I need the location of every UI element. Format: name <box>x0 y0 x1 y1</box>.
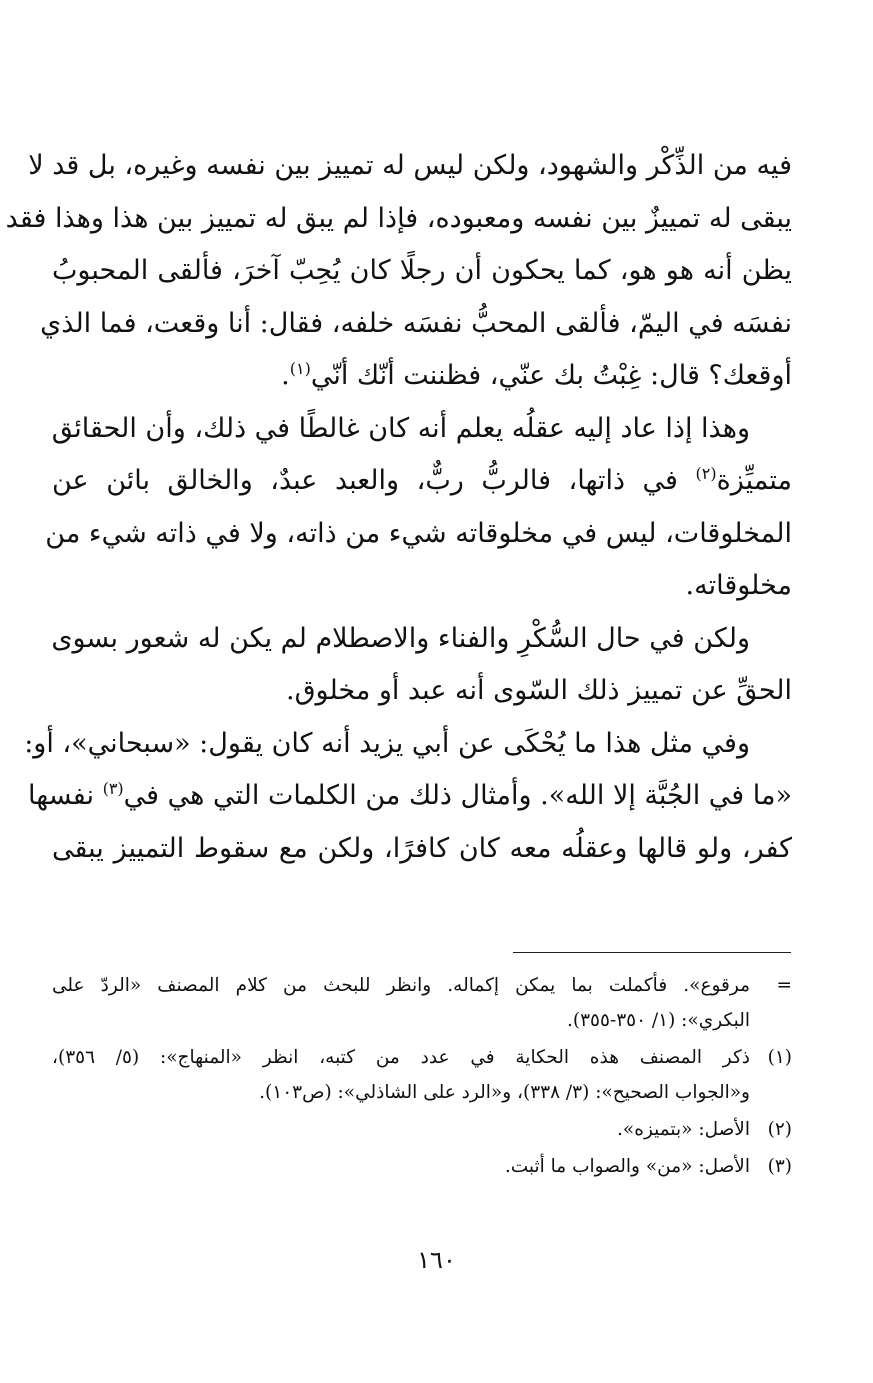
text-line-content: متميِّزة <box>716 465 792 496</box>
footnote-body <box>52 1149 750 1184</box>
page-number: ١٦٠ <box>417 1246 456 1274</box>
footnote-line: البكري»: (١/ ٣٥٠-٣٥٥). <box>567 1010 750 1031</box>
footnote-ref-2: (٢) <box>695 464 717 483</box>
footnote-continuation-marker: = <box>776 975 792 996</box>
paragraph-3 <box>52 613 792 718</box>
footnote-ref-3: (٣) <box>102 779 124 798</box>
footnote-body <box>52 968 750 1038</box>
text-line: يبقى له تمييزٌ بين نفسه ومعبوده، فإذا لم يبق له تمييز بين هذا وهذا فقد <box>5 202 792 234</box>
footnotes <box>52 968 792 1186</box>
text-line-content: «ما في الجُبَّة إلا الله». وأمثال ذلك من الكلمات التي هي في <box>123 780 792 811</box>
text-line: نفسَه في اليمّ، فألقى المحبُّ نفسَه خلفه، فقال: أنا وقعت، فما الذي <box>40 307 792 339</box>
page-body <box>5 140 792 875</box>
footnote-1 <box>52 1040 792 1110</box>
text-line: الحقِّ عن تمييز ذلك السّوى أنه عبد أو مخلوق. <box>286 675 792 706</box>
footnote-number: (٢) <box>767 1119 792 1140</box>
text-line: وفي مثل هذا ما يُحْكَى عن أبي يزيد أنه كان يقول: «سبحاني»، أو: <box>24 727 750 759</box>
footnote-line: الأصل: «بتميزه». <box>617 1119 750 1140</box>
text-line-tail: نفسها <box>28 780 103 811</box>
text-line: ولكن في حال السُّكْرِ والفناء والاصطلام لم يكن له شعور بسوى <box>51 622 750 654</box>
footnote-line: مرقوع». فأكملت بما يمكن إكماله. وانظر للبحث من كلام المصنف «الردّ على <box>52 975 750 996</box>
text-line <box>28 770 792 823</box>
text-line: مخلوقاته. <box>685 570 792 601</box>
footnote-ref-1: (١) <box>289 359 311 378</box>
footnote-2 <box>52 1112 792 1147</box>
text-line: يظن أنه هو هو، كما يحكون أن رجلًا كان يُحِبّ آخرَ، فألقى المحبوبُ <box>52 255 792 286</box>
paragraph-4 <box>24 718 792 876</box>
footnote-separator <box>513 952 791 953</box>
text-line: المخلوقات، ليس في مخلوقاته شيء من ذاته، ولا في ذاته شيء من <box>45 517 792 549</box>
paragraph-1 <box>5 140 792 403</box>
text-line: كفر، ولو قالها وعقلُه معه كان كافرًا، ولكن مع سقوط التمييز يبقى <box>52 832 792 864</box>
footnote-number: (١) <box>767 1047 792 1068</box>
text-line-tail: في ذاتها، فالربُّ ربٌّ، والعبد عبدٌ، والخالق بائن عن <box>52 465 696 496</box>
footnote-body <box>52 1040 750 1110</box>
footnote-body <box>52 1112 750 1147</box>
text-line: فيه من الذِّكْر والشهود، ولكن ليس له تمييز بين نفسه وغيره، بل قد لا <box>28 150 792 181</box>
text-line: وهذا إذا عاد إليه عقلُه يعلم أنه كان غالطًا في ذلك، وأن الحقائق <box>51 412 750 444</box>
text-line-tail: . <box>281 360 290 391</box>
footnote-3 <box>52 1149 792 1184</box>
footnote-number: (٣) <box>767 1156 792 1177</box>
paragraph-2 <box>45 403 792 613</box>
footnote-continuation <box>52 968 792 1038</box>
footnote-line: ذكر المصنف هذه الحكاية في عدد من كتبه، انظر «المنهاج»: (٥/ ٣٥٦)، <box>52 1047 750 1068</box>
footnote-line: و«الجواب الصحيح»: (٣/ ٣٣٨)، و«الرد على الشاذلي»: (ص١٠٣). <box>259 1082 750 1103</box>
text-line <box>52 455 792 508</box>
text-line <box>52 350 792 403</box>
text-line-content: أوقعك؟ قال: غِبْتُ بك عنّي، فظننت أنّك أنّي <box>310 360 792 391</box>
footnote-line: الأصل: «من» والصواب ما أثبت. <box>504 1156 750 1177</box>
